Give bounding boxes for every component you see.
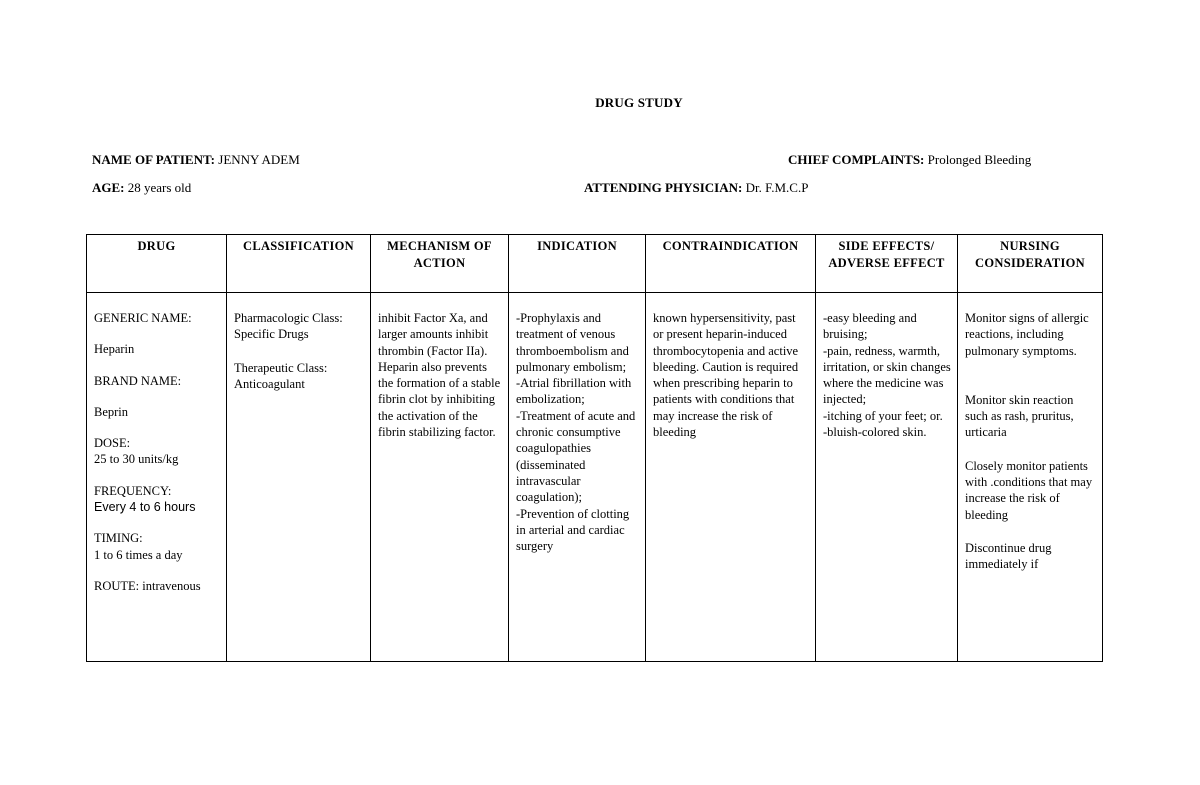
side-effect-item: -easy bleeding and bruising; [823, 311, 917, 342]
contraindication-cell [646, 293, 816, 662]
side-effects-cell [816, 293, 958, 662]
nursing-item: Monitor skin reaction such as rash, pruritus, urticaria [965, 392, 1074, 440]
nursing-item: Monitor signs of allergic reactions, including pulmonary symptoms. [965, 311, 1089, 358]
header-side-effects: SIDE EFFECTS/ ADVERSE EFFECT [816, 235, 958, 293]
chief-complaints-field [788, 152, 1031, 168]
indication-cell [509, 293, 646, 662]
generic-name-value: Heparin [94, 342, 135, 357]
drug-cell [87, 293, 227, 662]
age-field [92, 180, 191, 196]
therapeutic-class-value: Anticoagulant [234, 376, 305, 391]
nursing-item: Closely monitor patients with .conditions that may increase the risk of bleeding [965, 458, 1093, 522]
pharmacologic-class-value: Specific Drugs [234, 327, 309, 342]
mechanism-cell [371, 293, 509, 662]
patient-name-label: NAME OF PATIENT: [92, 152, 216, 167]
generic-name-label: GENERIC NAME: [94, 311, 192, 325]
mechanism-text: inhibit Factor Xa, and larger amounts inhibit thrombin (Factor IIa). Heparin also prevents the formation of a stable fibrin clot by inhibiting the activation of the fibrin stabilizing factor. [378, 311, 501, 440]
contraindication-text: known hypersensitivity, past or present heparin-induced thrombocytopenia and active bleeding. Caution is required when prescribing heparin to patients with conditions that may increase the risk of bleeding [653, 311, 799, 440]
header-contraindication: CONTRAINDICATION [646, 235, 816, 293]
dose-label: DOSE: [94, 436, 131, 451]
classification-cell [227, 293, 371, 662]
therapeutic-class-label: Therapeutic Class: [234, 360, 328, 375]
patient-name-field [92, 152, 300, 168]
dose-block [94, 435, 220, 468]
timing-block [94, 530, 220, 563]
nursing-item: Discontinue drug immediately if [965, 540, 1052, 572]
brand-name-value: Beprin [94, 404, 129, 419]
frequency-label: FREQUENCY: [94, 483, 172, 498]
indication-item: -Treatment of acute and chronic consumptive coagulopathies (disseminated intravascular coagulation); [516, 408, 636, 505]
header-classification: CLASSIFICATION [227, 235, 371, 293]
route-text: ROUTE: intravenous [94, 578, 201, 593]
header-mechanism: MECHANISM OF ACTION [371, 235, 509, 293]
side-effect-item: -itching of your feet; or. [823, 408, 943, 423]
chief-complaints-value: Prolonged Bleeding [927, 152, 1032, 167]
brand-name-label: BRAND NAME: [94, 373, 182, 388]
document-title: DRUG STUDY [595, 95, 683, 110]
chief-complaints-label: CHIEF COMPLAINTS: [788, 152, 925, 167]
header-row [87, 235, 1103, 293]
pharmacologic-class-label: Pharmacologic Class: [234, 311, 343, 325]
indication-item: -Prevention of clotting in arterial and cardiac surgery [516, 506, 630, 554]
table-row [87, 293, 1103, 662]
header-drug: DRUG [87, 235, 227, 293]
patient-name-value: JENNY ADEM [218, 152, 300, 167]
side-effect-item: -pain, redness, warmth, irritation, or skin changes where the medicine was injected; [823, 343, 951, 407]
side-effect-item: -bluish-colored skin. [823, 425, 927, 440]
pharmacologic-class [234, 310, 364, 343]
header-indication: INDICATION [509, 235, 646, 293]
nursing-cell [958, 293, 1103, 662]
age-value: 28 years old [127, 180, 192, 195]
timing-value: 1 to 6 times a day [94, 547, 183, 562]
indication-item: -Prophylaxis and treatment of venous thromboembolism and pulmonary embolism; [516, 311, 629, 374]
attending-physician-field [584, 180, 808, 196]
frequency-value: Every 4 to 6 hours [94, 500, 196, 515]
therapeutic-class [234, 360, 364, 393]
dose-value: 25 to 30 units/kg [94, 452, 179, 467]
indication-item: -Atrial fibrillation with embolization; [516, 376, 632, 407]
timing-label: TIMING: [94, 531, 143, 546]
attending-physician-label: ATTENDING PHYSICIAN: [584, 180, 743, 195]
age-label: AGE: [92, 180, 125, 195]
attending-physician-value: Dr. F.M.C.P [745, 180, 809, 195]
drug-study-table [86, 234, 1103, 662]
frequency-block [94, 483, 220, 516]
header-nursing: NURSING CONSIDERATION [958, 235, 1103, 293]
